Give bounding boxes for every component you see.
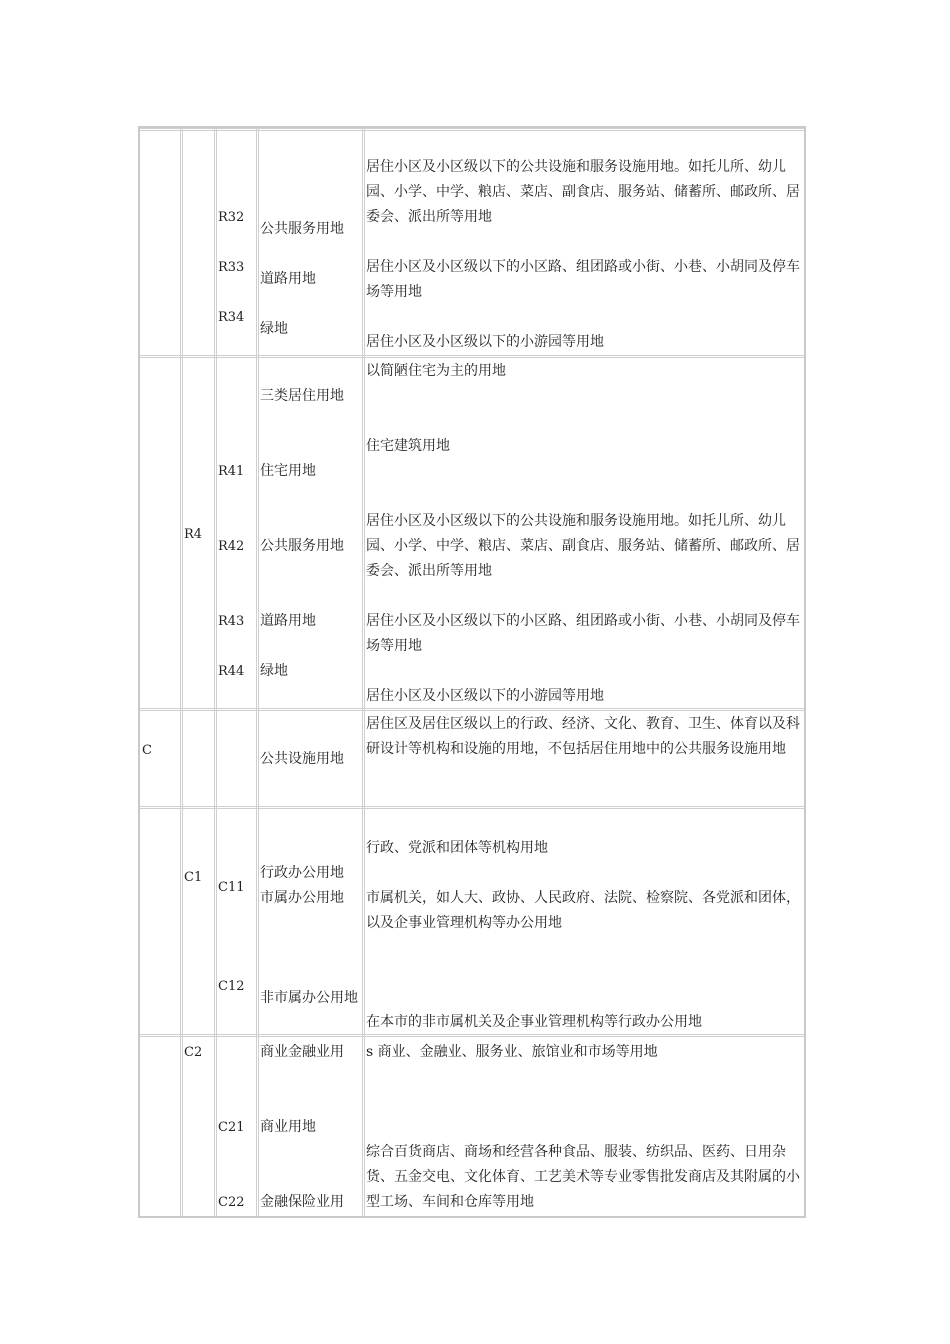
code-r32: R32 — [218, 210, 245, 225]
desc-c21: 综合百货商店、商场和经营各种食品、服装、纺织品、医药、日用杂货、五金交电、文化体育、工艺美术等专业零售批发商店及其附属的小型工场、车间和仓库等用地 — [366, 1144, 800, 1210]
desc-r33: 居住小区及小区级以下的小区路、组团路或小街、小巷、小胡同及停车场等用地 — [366, 259, 800, 300]
name-c1: 行政办公用地 — [260, 865, 344, 881]
col-divider — [362, 128, 365, 1216]
name-r41: 住宅用地 — [260, 463, 316, 479]
code-c12: C12 — [218, 979, 245, 994]
desc-r42: 居住小区及小区级以下的公共设施和服务设施用地。如托儿所、幼儿园、小学、中学、粮店、菜店、副食店、服务站、储蓄所、邮政所、居委会、派出所等用地 — [366, 513, 800, 579]
desc-c11: 市属机关，如人大、政协、人民政府、法院、检察院、各党派和团体，以及企事业管理机构等办公用地 — [366, 890, 800, 931]
name-r4: 三类居住用地 — [260, 388, 344, 404]
row-divider — [140, 806, 804, 809]
code-r34: R34 — [218, 310, 245, 325]
code-c11: C11 — [218, 880, 245, 895]
name-c21: 商业用地 — [260, 1119, 316, 1135]
name-c: 公共设施用地 — [260, 751, 344, 767]
col-divider — [214, 128, 217, 708]
code-c2: C2 — [184, 1045, 203, 1060]
desc-r34: 居住小区及小区级以下的小游园等用地 — [366, 334, 604, 350]
desc-r32: 居住小区及小区级以下的公共设施和服务设施用地。如托儿所、幼儿园、小学、中学、粮店、菜店、副食店、服务站、储蓄所、邮政所、居委会、派出所等用地 — [366, 159, 800, 225]
name-r44: 绿地 — [260, 663, 288, 679]
code-r4: R4 — [184, 527, 203, 542]
code-c1: C1 — [184, 870, 203, 885]
name-c12: 非市属办公用地 — [260, 990, 358, 1006]
code-r33: R33 — [218, 260, 245, 275]
code-r44: R44 — [218, 664, 245, 679]
desc-c1: 行政、党派和团体等机构用地 — [366, 840, 548, 856]
code-c: C — [142, 743, 152, 758]
col-divider — [180, 708, 183, 806]
name-c22: 金融保险业用 — [260, 1194, 344, 1210]
col-divider — [214, 806, 217, 1216]
name-r43: 道路用地 — [260, 613, 316, 629]
name-r34: 绿地 — [260, 321, 288, 337]
name-c2: 商业金融业用 — [260, 1044, 344, 1060]
code-c22: C22 — [218, 1195, 245, 1210]
row-divider — [140, 355, 804, 358]
desc-c2: s 商业、金融业、服务业、旅馆业和市场等用地 — [366, 1044, 658, 1060]
desc-r4: 以简陋住宅为主的用地 — [366, 363, 506, 379]
desc-c: 居住区及居住区级以上的行政、经济、文化、教育、卫生、体育以及科研设计等机构和设施的用地，不包括居住用地中的公共服务设施用地 — [366, 716, 800, 757]
name-c11: 市属办公用地 — [260, 890, 344, 906]
row-divider — [140, 128, 804, 131]
code-r43: R43 — [218, 614, 245, 629]
land-use-table — [138, 126, 806, 1218]
name-r32: 公共服务用地 — [260, 221, 344, 237]
code-r41: R41 — [218, 464, 245, 479]
col-divider — [256, 128, 259, 1216]
col-divider — [180, 128, 183, 708]
desc-r43: 居住小区及小区级以下的小区路、组团路或小街、小巷、小胡同及停车场等用地 — [366, 613, 800, 654]
desc-r41: 住宅建筑用地 — [366, 438, 450, 454]
desc-c12: 在本市的非市属机关及企事业管理机构等行政办公用地 — [366, 1014, 702, 1030]
desc-r44: 居住小区及小区级以下的小游园等用地 — [366, 688, 604, 704]
col-divider — [180, 806, 183, 1216]
name-r42: 公共服务用地 — [260, 538, 344, 554]
name-r33: 道路用地 — [260, 271, 316, 287]
col-divider — [214, 708, 217, 806]
code-r42: R42 — [218, 539, 245, 554]
code-c21: C21 — [218, 1120, 245, 1135]
